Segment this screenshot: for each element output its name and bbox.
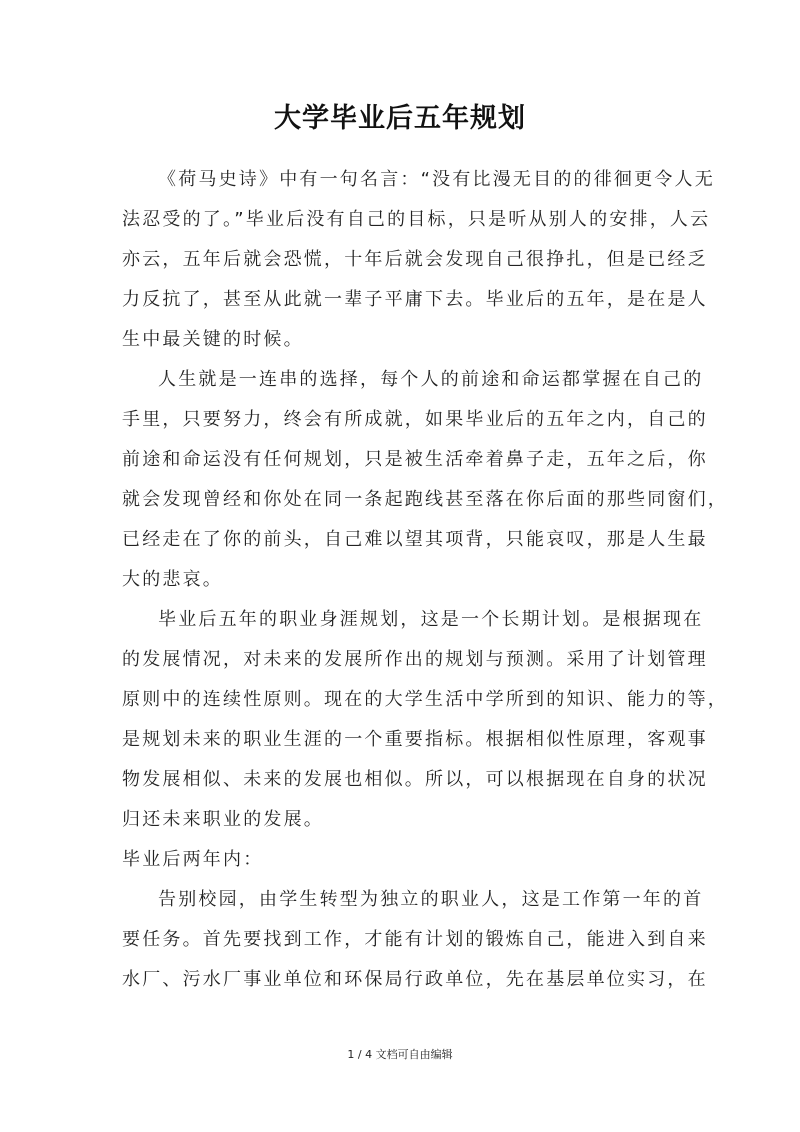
page-footer: 1 / 4 文档可自由编辑 xyxy=(347,1048,453,1061)
text-line: 的发展情况，对未来的发展所作出的规划与预测。采用了计划管理 xyxy=(122,649,708,670)
text-line: 前途和命运没有任何规划，只是被生活牵着鼻子走，五年之后，你 xyxy=(122,449,708,470)
text-line: 物发展相似、未来的发展也相似。所以，可以根据现在自身的状况 xyxy=(122,769,708,790)
text-line: 就会发现曾经和你处在同一条起跑线甚至落在你后面的那些同窗们， xyxy=(122,489,728,510)
document-body xyxy=(122,160,728,1000)
text-line: 要任务。首先要找到工作，才能有计划的锻炼自己，能进入到自来 xyxy=(122,929,708,950)
text-line: 力反抗了，甚至从此就一辈子平庸下去。毕业后的五年，是在是人 xyxy=(122,289,708,310)
text-line: 《荷马史诗》中有一句名言：“没有比漫无目的的徘徊更令人无 xyxy=(158,169,715,190)
text-line: 毕业后五年的职业身涯规划，这是一个长期计划。是根据现在 xyxy=(158,609,704,630)
text-line: 大的悲哀。 xyxy=(122,569,223,590)
text-line: 告别校园，由学生转型为独立的职业人，这是工作第一年的首 xyxy=(158,889,704,910)
text-line: 原则中的连续性原则。现在的大学生活中学所到的知识、能力的等， xyxy=(122,689,728,710)
text-line: 人生就是一连串的选择，每个人的前途和命运都掌握在自己的 xyxy=(158,369,704,390)
text-line: 生中最关键的时候。 xyxy=(122,329,304,350)
text-line: 法忍受的了。”毕业后没有自己的目标，只是听从别人的安排，人云 xyxy=(122,209,711,230)
text-line: 归还未来职业的发展。 xyxy=(122,809,324,830)
text-line: 是规划未来的职业生涯的一个重要指标。根据相似性原理，客观事 xyxy=(122,729,708,750)
text-line: 手里，只要努力，终会有所成就，如果毕业后的五年之内，自己的 xyxy=(122,409,708,430)
text-line: 亦云，五年后就会恐慌，十年后就会发现自己很挣扎，但是已经乏 xyxy=(122,249,708,270)
document-title: 大学毕业后五年规划 xyxy=(274,103,526,134)
text-line: 水厂、污水厂事业单位和环保局行政单位，先在基层单位实习，在 xyxy=(122,969,708,990)
text-line: 已经走在了你的前头，自己难以望其项背，只能哀叹，那是人生最 xyxy=(122,529,708,550)
text-line: 毕业后两年内： xyxy=(122,849,264,870)
